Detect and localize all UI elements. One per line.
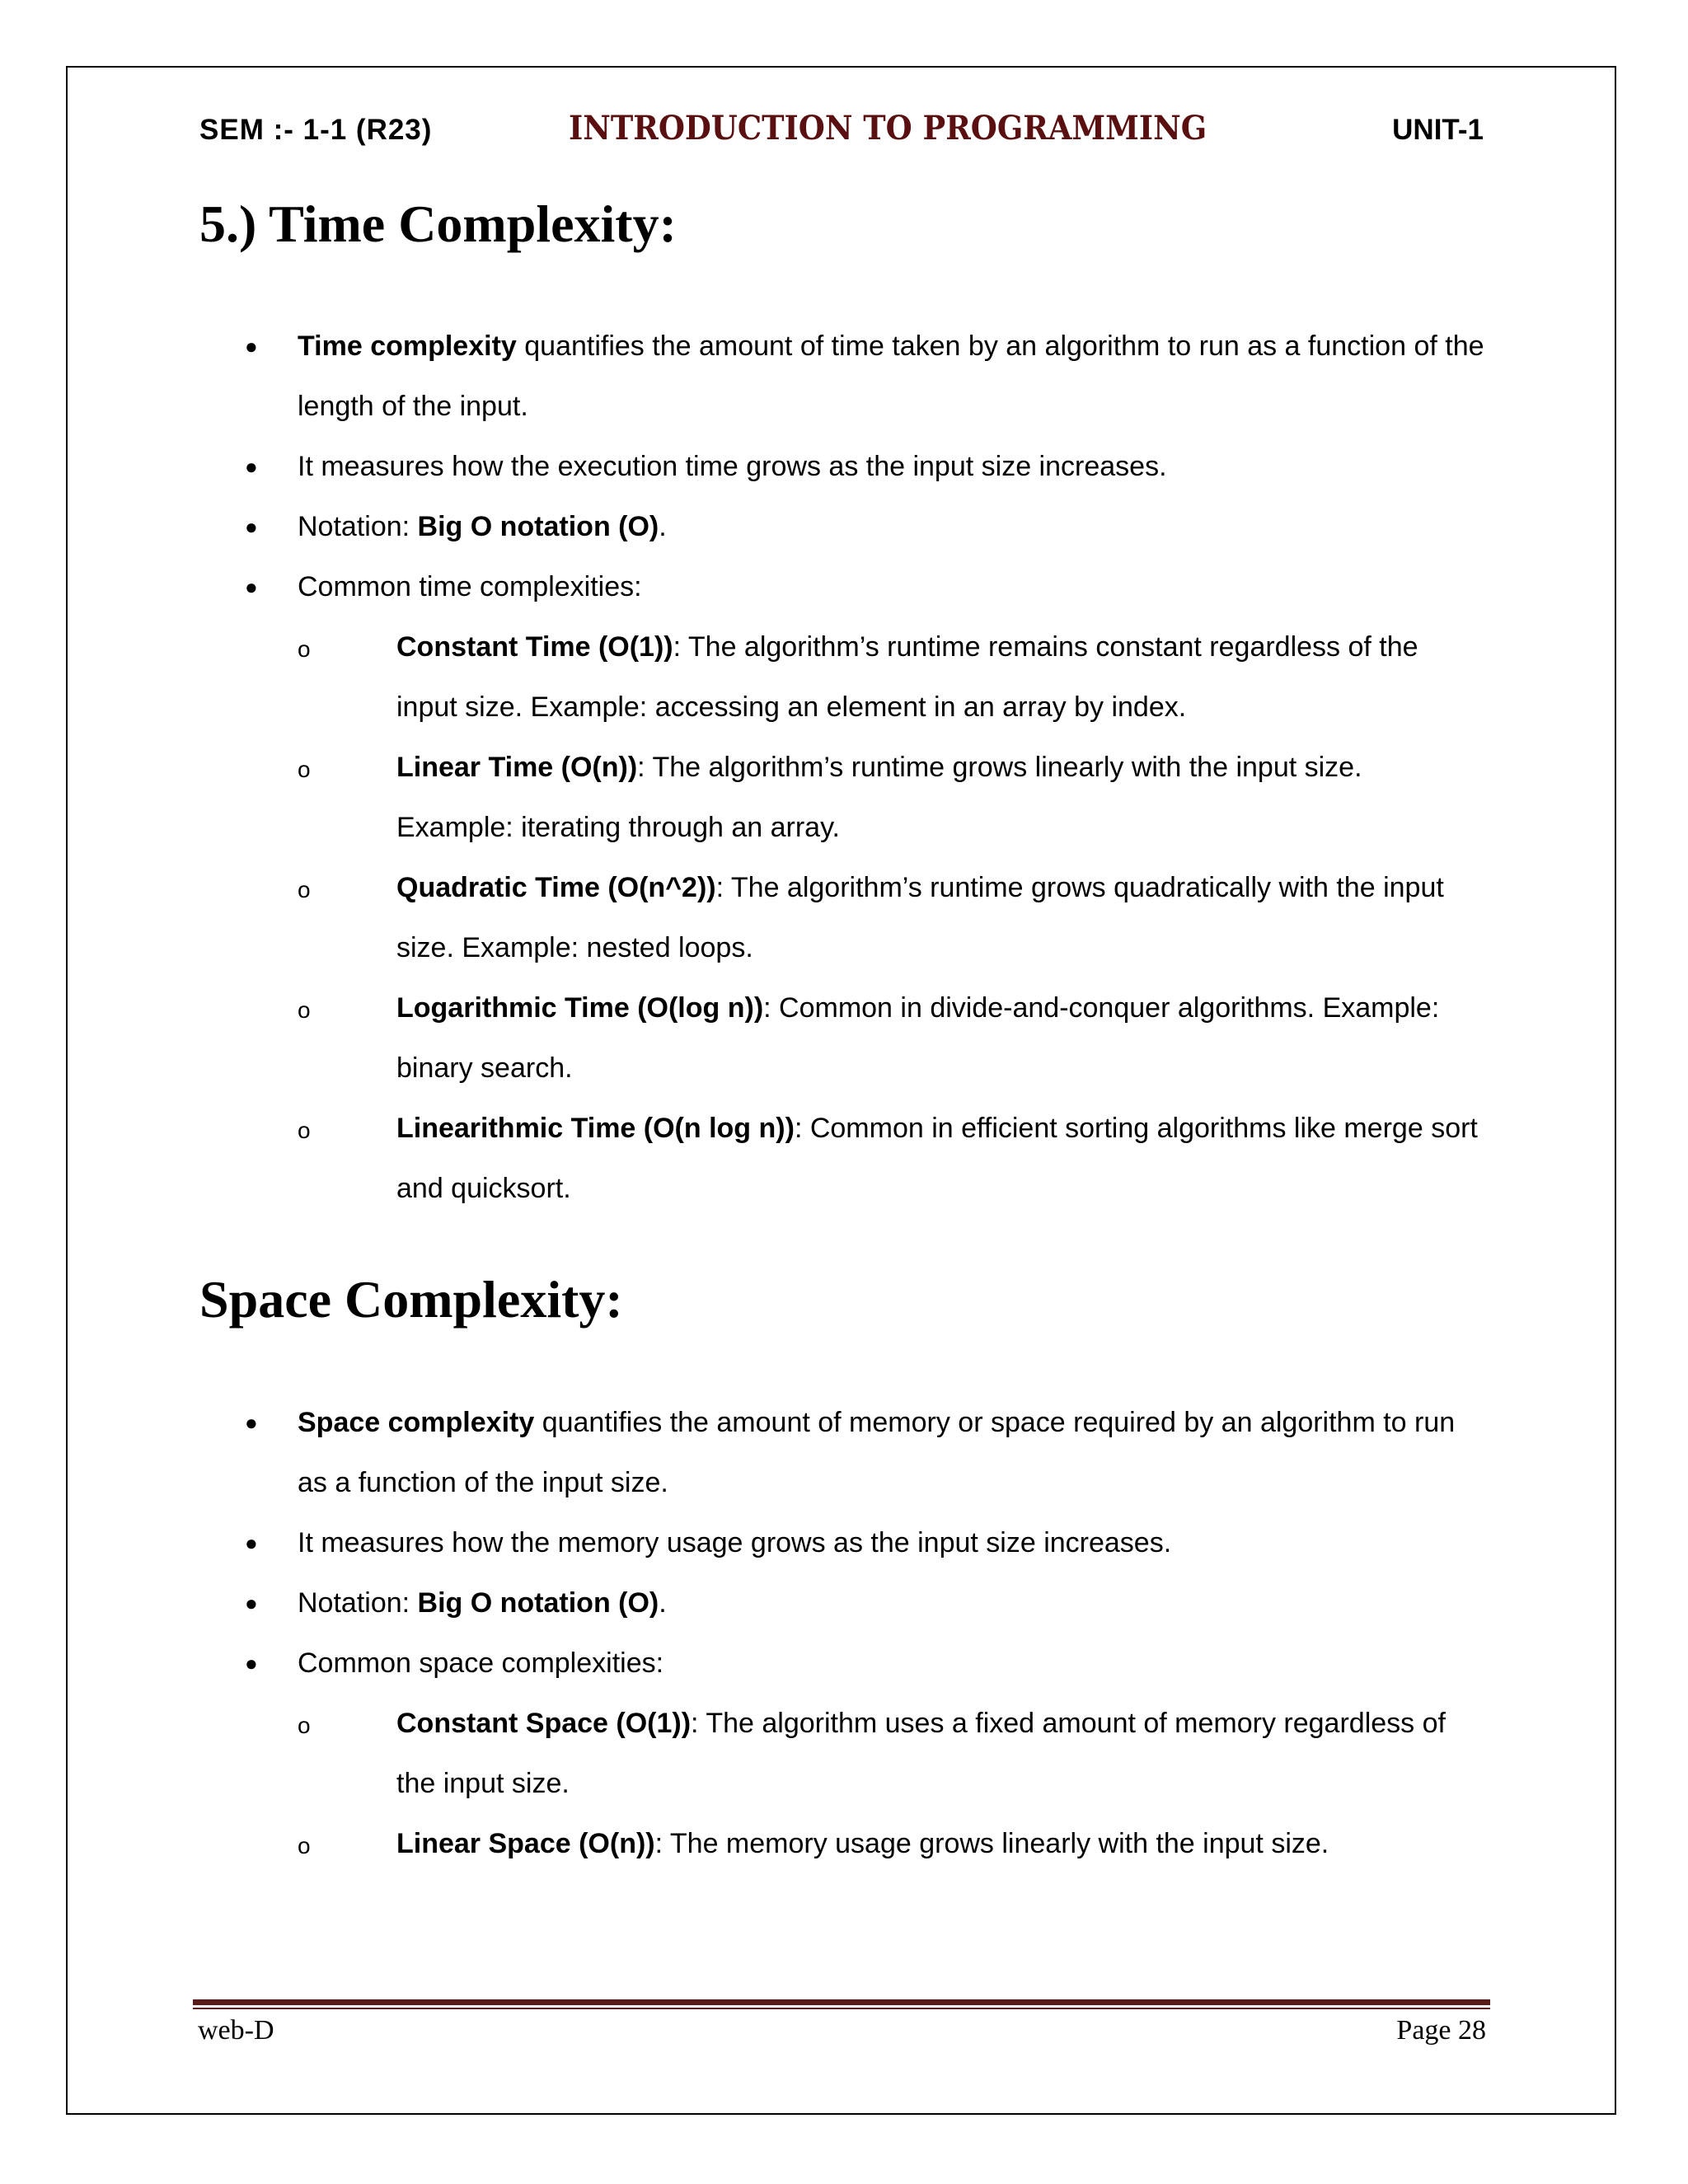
course-title: INTRODUCTION TO PROGRAMMING (569, 109, 1207, 148)
sub-list-item: o Linear Space (O(n)): The memory usage grows linearly with the input size. (298, 1814, 1485, 1874)
time-sub-list (298, 617, 1485, 1219)
circle-bullet-icon: o (298, 636, 311, 662)
footer-rule (193, 1999, 1490, 2005)
footer-left-label: web-D (198, 2015, 274, 2046)
circle-bullet-icon: o (298, 1713, 311, 1738)
sub-list-item: o Constant Space (O(1)): The algorithm uses a fixed amount of memory regardless of the input size. (298, 1694, 1485, 1814)
semester-label: SEM :- 1-1 (R23) (199, 114, 433, 146)
bullet-icon: ● (245, 514, 258, 539)
circle-bullet-icon: o (298, 877, 311, 902)
bullet-icon: ● (245, 574, 258, 599)
unit-label: UNIT-1 (1392, 114, 1484, 146)
list-item: ● Notation: Big O notation (O). (199, 1573, 1485, 1633)
page-header (0, 109, 1688, 150)
footer-rule-thin (193, 2008, 1490, 2009)
space-complexity-heading: Space Complexity: (199, 1270, 623, 1329)
page-number: Page 28 (1396, 2015, 1486, 2046)
list-item: ● Space complexity quantifies the amount of memory or space required by an algorithm to run as a function of the input size. (199, 1393, 1485, 1513)
circle-bullet-icon: o (298, 757, 311, 782)
list-item: ● Notation: Big O notation (O). (199, 497, 1485, 557)
bullet-icon: ● (245, 334, 258, 359)
sub-list-item: o Linear Time (O(n)): The algorithm’s runtime grows linearly with the input size. Example: iterating through an array. (298, 738, 1485, 858)
sub-list-item: o Logarithmic Time (O(log n)): Common in divide-and-conquer algorithms. Example: binary search. (298, 978, 1485, 1099)
time-bullet-list (199, 316, 1485, 1219)
circle-bullet-icon: o (298, 1118, 311, 1143)
circle-bullet-icon: o (298, 1833, 311, 1858)
list-item: ● Common time complexities: o Constant Time (O(1)): The algorithm’s runtime remains constant regardless of the input size. Example: accessing an element in an array by index. o Linear Time (O(n)): The algorithm’s runtime grows linearly with the input size. Example: iterating through an array. o Quadratic Time (O(n^2)): The algorithm’s runtime grows quadratically with the input size. Example: nested loops. o Logarithmic Time (O(log n)): Common in divide-and-conquer algorithms. Example: binary search. o Linearithmic Time (O(n log n)): Common in efficient sorting algorithms like merge sort and quicksort. (199, 557, 1485, 1219)
list-item: ● Time complexity quantifies the amount of time taken by an algorithm to run as a function of the length of the input. (199, 316, 1485, 437)
list-item: ● Common space complexities: o Constant Space (O(1)): The algorithm uses a fixed amount of memory regardless of the input size. o Linear Space (O(n)): The memory usage grows linearly with the input size. (199, 1633, 1485, 1874)
sub-list-item: o Constant Time (O(1)): The algorithm’s runtime remains constant regardless of the input size. Example: accessing an element in an array by index. (298, 617, 1485, 738)
space-sub-list (298, 1694, 1485, 1874)
time-complexity-heading: 5.) Time Complexity: (199, 194, 677, 253)
list-item: ● It measures how the execution time grows as the input size increases. (199, 437, 1485, 497)
space-bullet-list (199, 1393, 1485, 1874)
sub-list-item: o Linearithmic Time (O(n log n)): Common in efficient sorting algorithms like merge sort and quicksort. (298, 1099, 1485, 1219)
sub-list-item: o Quadratic Time (O(n^2)): The algorithm’s runtime grows quadratically with the input size. Example: nested loops. (298, 858, 1485, 978)
bullet-icon: ● (245, 1591, 258, 1615)
circle-bullet-icon: o (298, 997, 311, 1023)
bullet-icon: ● (245, 1410, 258, 1435)
list-item: ● It measures how the memory usage grows as the input size increases. (199, 1513, 1485, 1573)
bullet-icon: ● (245, 1651, 258, 1675)
bullet-icon: ● (245, 1530, 258, 1555)
bullet-icon: ● (245, 454, 258, 479)
